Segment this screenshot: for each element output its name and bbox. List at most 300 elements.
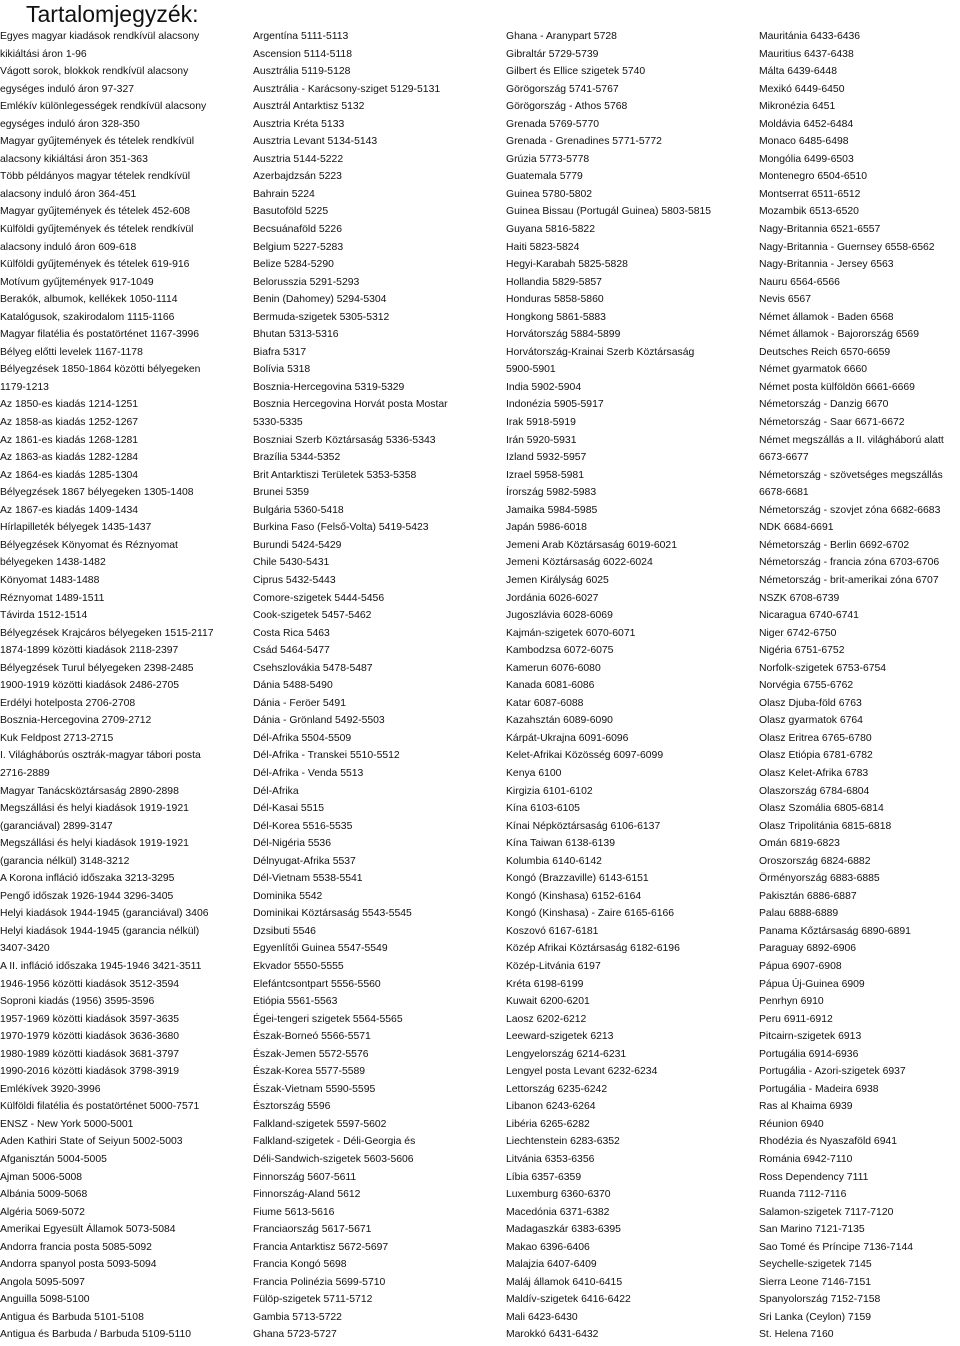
toc-entry: Leeward-szigetek 6213: [506, 1031, 614, 1043]
toc-entry: Franciaország 5617-5671: [253, 1224, 372, 1236]
toc-entry: A II. infláció időszaka 1945-1946 3421-3511: [0, 960, 202, 972]
toc-entry: Ghana 5723-5727: [253, 1329, 337, 1341]
toc-entry: Megszállási és helyi kiadások 1919-1921: [0, 838, 189, 850]
toc-entry: Németország - brit-amerikai zóna 6707: [759, 574, 939, 586]
toc-entry: Nevis 6567: [759, 294, 811, 306]
toc-entry: Líbia 6357-6359: [506, 1171, 582, 1183]
toc-entry: Peru 6911-6912: [759, 1013, 833, 1025]
toc-entry: Salamon-szigetek 7117-7120: [759, 1206, 894, 1218]
toc-entry: Anguilla 5098-5100: [0, 1294, 90, 1306]
toc-entry: Guatemala 5779: [506, 171, 583, 183]
toc-entry: Égei-tengeri szigetek 5564-5565: [253, 1013, 403, 1025]
toc-entry: Finnország-Aland 5612: [253, 1189, 361, 1201]
toc-entry: Belgium 5227-5283: [253, 241, 344, 253]
toc-entry: Bolívia 5318: [253, 364, 311, 376]
toc-entry: Angola 5095-5097: [0, 1276, 85, 1288]
toc-entry: Fiume 5613-5616: [253, 1206, 335, 1218]
toc-entry: Egyes magyar kiadások rendkívül alacsony: [0, 31, 200, 42]
toc-entry: Az 1850-es kiadás 1214-1251: [0, 399, 139, 411]
toc-entry: Gambia 5713-5722: [253, 1311, 342, 1323]
toc-entry: Falkland-szigetek 5597-5602: [253, 1118, 387, 1130]
toc-entry: Könyomat 1483-1488: [0, 574, 100, 586]
toc-entry: Olasz Eritrea 6765-6780: [759, 732, 872, 744]
toc-entry: Bélyegzések Krajcáros bélyegeken 1515-2117: [0, 627, 214, 639]
toc-entry: Málta 6439-6448: [759, 66, 837, 78]
toc-entry: Ausztrália 5119-5128: [253, 66, 351, 78]
toc-entry: Koszovó 6167-6181: [506, 925, 599, 937]
toc-entry: Bosznia Hercegovina Horvát posta Mostar: [253, 399, 448, 411]
toc-entry: Katalógusok, szakirodalom 1115-1166: [0, 311, 175, 323]
toc-entry: Seychelle-szigetek 7145: [759, 1259, 872, 1271]
toc-entry: Guinea 5780-5802: [506, 188, 593, 200]
toc-entry: Nagy-Britannia - Guernsey 6558-6562: [759, 241, 935, 253]
toc-entry: Ruanda 7112-7116: [759, 1189, 847, 1201]
toc-column-4: [759, 28, 960, 1344]
toc-entry: Helyi kiadások 1944-1945 (garancia nélkül): [0, 925, 200, 937]
toc-entry: Izland 5932-5957: [506, 452, 587, 464]
toc-entry: Azerbajdzsán 5223: [253, 171, 342, 183]
toc-entry: Rhodézia és Nyaszaföld 6941: [759, 1136, 898, 1148]
toc-entry: Irán 5920-5931: [506, 434, 577, 446]
toc-entry: Dánia - Grönland 5492-5503: [253, 715, 385, 727]
toc-entry: Bélyegzések 1850-1864 közötti bélyegeken: [0, 364, 201, 376]
toc-entry: Pengő időszak 1926-1944 3296-3405: [0, 890, 174, 902]
toc-entry: Észak-Korea 5577-5589: [253, 1066, 366, 1078]
toc-entry: Külföldi gyűjtemények és tételek 619-916: [0, 259, 190, 271]
toc-entry: Bulgária 5360-5418: [253, 504, 344, 516]
toc-entry: Jugoszlávia 6028-6069: [506, 610, 613, 622]
toc-entry: egységes induló áron 328-350: [0, 118, 140, 130]
toc-entry: Erdélyi hotelposta 2706-2708: [0, 697, 136, 709]
toc-entry: Antigua és Barbuda / Barbuda 5109-5110: [0, 1329, 192, 1341]
toc-entry: Kárpát-Ukrajna 6091-6096: [506, 732, 629, 744]
toc-entry: Japán 5986-6018: [506, 522, 587, 534]
toc-entry: Dél-Nigéria 5536: [253, 838, 331, 850]
toc-entry: Olasz Kelet-Afrika 6783: [759, 767, 869, 779]
toc-entry: 6678-6681: [759, 487, 809, 499]
toc-entry: Ausztrália - Karácsony-sziget 5129-5131: [253, 83, 441, 95]
toc-entry: Helyi kiadások 1944-1945 (garanciával) 3406: [0, 908, 209, 920]
toc-entry: Montserrat 6511-6512: [759, 188, 861, 200]
toc-entry: Basutoföld 5225: [253, 206, 329, 218]
toc-entry: Libéria 6265-6282: [506, 1118, 590, 1130]
toc-entry: Kolumbia 6140-6142: [506, 855, 602, 867]
toc-entry: Ghana - Aranypart 5728: [506, 31, 617, 42]
toc-entry: Liechtenstein 6283-6352: [506, 1136, 620, 1148]
toc-entry: Haiti 5823-5824: [506, 241, 580, 253]
toc-entry: Finnország 5607-5611: [253, 1171, 357, 1183]
toc-column-2: [253, 28, 505, 1344]
toc-entry: Bélyegzések 1867 bélyegeken 1305-1408: [0, 487, 194, 499]
toc-entry: Olaszország 6784-6804: [759, 785, 870, 797]
toc-entry: Lengyelország 6214-6231: [506, 1048, 627, 1060]
toc-entry: Norfolk-szigetek 6753-6754: [759, 662, 887, 674]
toc-entry: Luxemburg 6360-6370: [506, 1189, 611, 1201]
toc-entry: Kongó (Kinshasa) - Zaire 6165-6166: [506, 908, 675, 920]
toc-entry: Dél-Afrika: [253, 785, 299, 797]
toc-entry: Francia Polinézia 5699-5710: [253, 1276, 386, 1288]
toc-entry: Német államok - Baden 6568: [759, 311, 894, 323]
toc-entry: Falkland-szigetek - Déli-Georgia és: [253, 1136, 416, 1148]
toc-entry: Görögország 5741-5767: [506, 83, 619, 95]
toc-entry: Mauritánia 6433-6436: [759, 31, 861, 42]
toc-entry: Írország 5982-5983: [506, 487, 597, 499]
toc-entry: Ausztria Levant 5134-5143: [253, 136, 378, 148]
toc-entry: Dánia 5488-5490: [253, 680, 333, 692]
toc-entry: 2716-2889: [0, 767, 50, 779]
toc-entry: Réunion 6940: [759, 1118, 824, 1130]
toc-entry: Vágott sorok, blokkok rendkívül alacsony: [0, 66, 189, 78]
toc-entry: Albánia 5009-5068: [0, 1189, 88, 1201]
toc-entry: Lengyel posta Levant 6232-6234: [506, 1066, 658, 1078]
toc-entry: Délnyugat-Afrika 5537: [253, 855, 356, 867]
toc-entry: Magyar filatélia és postatörténet 1167-3996: [0, 329, 200, 341]
toc-entry: Dzsibuti 5546: [253, 925, 316, 937]
toc-entry: Mali 6423-6430: [506, 1311, 578, 1323]
toc-entry: Kína 6103-6105: [506, 803, 580, 815]
toc-entry: Emlékív különlegességek rendkívül alacsony: [0, 101, 207, 113]
toc-entry: Észak-Vietnam 5590-5595: [253, 1083, 376, 1095]
toc-entry: Németország - francia zóna 6703-6706: [759, 557, 940, 569]
toc-entry: Olasz Szomália 6805-6814: [759, 803, 884, 815]
toc-entry: Panama Kőztársaság 6890-6891: [759, 925, 911, 937]
toc-entry: alacsony kikiáltási áron 351-363: [0, 153, 148, 165]
toc-entry: kikiáltási áron 1-96: [0, 48, 87, 60]
toc-entry: Németország - Saar 6671-6672: [759, 417, 905, 429]
toc-entry: Hírlapilleték bélyegek 1435-1437: [0, 522, 152, 534]
toc-entry: Makao 6396-6406: [506, 1241, 590, 1253]
toc-entry: Bélyegzések Könyomat és Réznyomat: [0, 539, 178, 551]
toc-entry: 6673-6677: [759, 452, 809, 464]
toc-entry: alacsony induló áron 609-618: [0, 241, 137, 253]
toc-entry: Kajmán-szigetek 6070-6071: [506, 627, 636, 639]
toc-entry: Francia Kongó 5698: [253, 1259, 347, 1271]
toc-entry: Izrael 5958-5981: [506, 469, 584, 481]
toc-entry: Kongó (Brazzaville) 6143-6151: [506, 873, 649, 885]
toc-entry: Mongólia 6499-6503: [759, 153, 854, 165]
toc-entry: Sri Lanka (Ceylon) 7159: [759, 1311, 872, 1323]
toc-entry: Nicaragua 6740-6741: [759, 610, 859, 622]
toc-entry: Ross Dependency 7111: [759, 1171, 869, 1183]
toc-entry: Az 1867-es kiadás 1409-1434: [0, 504, 139, 516]
toc-entry: Észak-Jemen 5572-5576: [253, 1048, 369, 1060]
toc-entry: Pápua Új-Guinea 6909: [759, 978, 865, 990]
toc-entry: Deutsches Reich 6570-6659: [759, 346, 891, 358]
toc-entry: Brazília 5344-5352: [253, 452, 341, 464]
toc-entry: Németország - Danzig 6670: [759, 399, 889, 411]
toc-entry: Grenada 5769-5770: [506, 118, 600, 130]
toc-entry: alacsony induló áron 364-451: [0, 188, 137, 200]
toc-entry: Kenya 6100: [506, 767, 562, 779]
toc-entry: NDK 6684-6691: [759, 522, 834, 534]
toc-entry: Boszniai Szerb Köztársaság 5336-5343: [253, 434, 436, 446]
toc-entry: Bélyegzések Turul bélyegeken 2398-2485: [0, 662, 194, 674]
toc-entry: Olasz gyarmatok 6764: [759, 715, 863, 727]
toc-entry: Spanyolország 7152-7158: [759, 1294, 881, 1306]
toc-entry: Sao Tomé és Príncipe 7136-7144: [759, 1241, 914, 1253]
toc-entry: Pitcairn-szigetek 6913: [759, 1031, 862, 1043]
toc-entry: Sierra Leone 7146-7151: [759, 1276, 872, 1288]
toc-entry: Nagy-Britannia 6521-6557: [759, 224, 881, 236]
toc-entry: Dominikai Köztársaság 5543-5545: [253, 908, 412, 920]
toc-entry: Belize 5284-5290: [253, 259, 334, 271]
toc-entry: Német posta külföldön 6661-6669: [759, 381, 915, 393]
toc-entry: Gilbert és Ellice szigetek 5740: [506, 66, 646, 78]
toc-entry: NSZK 6708-6739: [759, 592, 840, 604]
toc-entry: Hongkong 5861-5883: [506, 311, 606, 323]
toc-entry: Észtország 5596: [253, 1101, 331, 1113]
toc-entry: San Marino 7121-7135: [759, 1224, 865, 1236]
toc-entry: Ausztria Kréta 5133: [253, 118, 345, 130]
toc-entry: Egyenlítői Guinea 5547-5549: [253, 943, 388, 955]
toc-entry: Paraguay 6892-6906: [759, 943, 857, 955]
toc-entry: Közép-Litvánia 6197: [506, 960, 601, 972]
toc-entry: Kazahsztán 6089-6090: [506, 715, 613, 727]
toc-entry: Külföldi filatélia és postatörténet 5000-7571: [0, 1101, 200, 1113]
toc-entry: Dél-Kasai 5515: [253, 803, 325, 815]
toc-entry: Marokkó 6431-6432: [506, 1329, 599, 1341]
toc-entry: Magyar Tanácsköztársaság 2890-2898: [0, 785, 179, 797]
toc-entry: Olasz Tripolitánia 6815-6818: [759, 820, 892, 832]
toc-entry: Grenada - Grenadines 5771-5772: [506, 136, 662, 148]
toc-entry: Hegyi-Karabah 5825-5828: [506, 259, 628, 271]
toc-entry: Emlékívek 3920-3996: [0, 1083, 101, 1095]
toc-entry: Kuwait 6200-6201: [506, 996, 590, 1008]
toc-entry: Észak-Borneó 5566-5571: [253, 1031, 371, 1043]
toc-entry: Dominika 5542: [253, 890, 323, 902]
toc-entry: Chile 5430-5431: [253, 557, 330, 569]
toc-entry: bélyegeken 1438-1482: [0, 557, 106, 569]
toc-entry: Lettország 6235-6242: [506, 1083, 608, 1095]
toc-entry: Az 1863-as kiadás 1282-1284: [0, 452, 139, 464]
toc-entry: Motívum gyűjtemények 917-1049: [0, 276, 154, 288]
toc-entry: Burundi 5424-5429: [253, 539, 342, 551]
toc-entry: Déli-Sandwich-szigetek 5603-5606: [253, 1154, 414, 1165]
toc-entry: Palau 6888-6889: [759, 908, 839, 920]
toc-entry: St. Helena 7160: [759, 1329, 834, 1341]
toc-entry: Brit Antarktiszi Területek 5353-5358: [253, 469, 417, 481]
toc-entry: Ausztrál Antarktisz 5132: [253, 101, 365, 113]
toc-entry: Kamerun 6076-6080: [506, 662, 601, 674]
toc-entry: Kelet-Afrikai Közösség 6097-6099: [506, 750, 664, 762]
toc-entry: Bhutan 5313-5316: [253, 329, 339, 341]
toc-entry: Bermuda-szigetek 5305-5312: [253, 311, 390, 323]
toc-entry: 1874-1899 közötti kiadások 2118-2397: [0, 645, 179, 657]
toc-entry: Benin (Dahomey) 5294-5304: [253, 294, 387, 306]
toc-entry: Külföldi gyűjtemények és tételek rendkívül: [0, 224, 194, 236]
toc-entry: Mauritius 6437-6438: [759, 48, 854, 60]
toc-entry: Dél-Afrika - Venda 5513: [253, 767, 364, 779]
toc-entry: Litvánia 6353-6356: [506, 1154, 595, 1165]
toc-entry: Moldávia 6452-6484: [759, 118, 854, 130]
toc-entry: Német államok - Bajorország 6569: [759, 329, 919, 341]
toc-entry: Örményország 6883-6885: [759, 873, 880, 885]
toc-entry: Ausztria 5144-5222: [253, 153, 344, 165]
toc-entry: Penrhyn 6910: [759, 996, 824, 1008]
toc-entry: (garancia nélkül) 3148-3212: [0, 855, 130, 867]
toc-entry: Csád 5464-5477: [253, 645, 330, 657]
toc-entry: Horvátország-Krainai Szerb Köztársaság: [506, 346, 695, 358]
toc-entry: Costa Rica 5463: [253, 627, 330, 639]
toc-entry: Ras al Khaima 6939: [759, 1101, 853, 1113]
toc-entry: Kréta 6198-6199: [506, 978, 584, 990]
toc-entry: Madagaszkár 6383-6395: [506, 1224, 621, 1236]
toc-entry: Laosz 6202-6212: [506, 1013, 587, 1025]
toc-entry: Kuk Feldpost 2713-2715: [0, 732, 114, 744]
toc-entry: Jemeni Köztársaság 6022-6024: [506, 557, 653, 569]
page-title: Tartalomjegyzék:: [26, 1, 199, 27]
toc-entry: Guyana 5816-5822: [506, 224, 595, 236]
toc-entry: Németország - szovjet zóna 6682-6683: [759, 504, 941, 516]
toc-entry: Antigua és Barbuda 5101-5108: [0, 1311, 144, 1323]
toc-entry: I. Világháborús osztrák-magyar tábori posta: [0, 750, 201, 762]
toc-entry: Cook-szigetek 5457-5462: [253, 610, 372, 622]
toc-entry: 1970-1979 közötti kiadások 3636-3680: [0, 1031, 180, 1043]
toc-entry: Kirgizia 6101-6102: [506, 785, 593, 797]
toc-entry: Jamaika 5984-5985: [506, 504, 598, 516]
toc-entry: Kínai Népköztársaság 6106-6137: [506, 820, 661, 832]
toc-entry: Oroszország 6824-6882: [759, 855, 871, 867]
toc-entry: Magyar gyűjtemények és tételek rendkívül: [0, 136, 195, 148]
toc-entry: Bélyeg előtti levelek 1167-1178: [0, 346, 143, 358]
toc-entry: Dél-Korea 5516-5535: [253, 820, 353, 832]
toc-entry: Francia Antarktisz 5672-5697: [253, 1241, 389, 1253]
toc-entry: Afganisztán 5004-5005: [0, 1154, 107, 1165]
toc-entry: Malajzia 6407-6409: [506, 1259, 597, 1271]
toc-entry: Irak 5918-5919: [506, 417, 576, 429]
toc-entry: Maldív-szigetek 6416-6422: [506, 1294, 631, 1306]
toc-entry: Nigéria 6751-6752: [759, 645, 845, 657]
toc-entry: Etiópia 5561-5563: [253, 996, 338, 1008]
toc-entry: Jemen Királyság 6025: [506, 574, 609, 586]
toc-entry: Hollandia 5829-5857: [506, 276, 602, 288]
toc-entry: Portugália - Azori-szigetek 6937: [759, 1066, 906, 1078]
toc-entry: Ciprus 5432-5443: [253, 574, 336, 586]
toc-entry: Kína Taiwan 6138-6139: [506, 838, 615, 850]
toc-entry: Norvégia 6755-6762: [759, 680, 854, 692]
toc-entry: Pápua 6907-6908: [759, 960, 842, 972]
toc-entry: Magyar gyűjtemények és tételek 452-608: [0, 206, 191, 218]
toc-entry: Az 1861-es kiadás 1268-1281: [0, 434, 139, 446]
toc-entry: Horvátország 5884-5899: [506, 329, 621, 341]
toc-entry: Comore-szigetek 5444-5456: [253, 592, 385, 604]
toc-entry: 1957-1969 közötti kiadások 3597-3635: [0, 1013, 180, 1025]
toc-entry: Német gyarmatok 6660: [759, 364, 868, 376]
toc-entry: Grúzia 5773-5778: [506, 153, 590, 165]
toc-entry: Guinea Bissau (Portugál Guinea) 5803-5815: [506, 206, 712, 218]
toc-entry: Montenegro 6504-6510: [759, 171, 868, 183]
toc-entry: Több példányos magyar tételek rendkívül: [0, 171, 191, 183]
toc-entry: Németország - szövetséges megszállás: [759, 469, 943, 481]
toc-entry: Katar 6087-6088: [506, 697, 584, 709]
toc-entry: (garanciával) 2899-3147: [0, 820, 113, 832]
toc-entry: Német megszállás a II. világháború alatt: [759, 434, 944, 446]
toc-entry: Libanon 6243-6264: [506, 1101, 596, 1113]
toc-entry: Ascension 5114-5118: [253, 48, 352, 60]
toc-entry: Mikronézia 6451: [759, 101, 836, 113]
toc-entry: Jemeni Arab Köztársaság 6019-6021: [506, 539, 677, 551]
toc-entry: Nagy-Britannia - Jersey 6563: [759, 259, 894, 271]
toc-column-3: [506, 28, 758, 1344]
toc-entry: Honduras 5858-5860: [506, 294, 604, 306]
toc-entry: Ajman 5006-5008: [0, 1171, 83, 1183]
toc-entry: A Korona infláció időszaka 3213-3295: [0, 873, 175, 885]
toc-entry: Belorusszia 5291-5293: [253, 276, 360, 288]
toc-entry: 1946-1956 közötti kiadások 3512-3594: [0, 978, 180, 990]
toc-entry: Dél-Afrika - Transkei 5510-5512: [253, 750, 400, 762]
toc-entry: Maláj államok 6410-6415: [506, 1276, 623, 1288]
toc-entry: Burkina Faso (Felső-Volta) 5419-5423: [253, 522, 429, 534]
toc-entry: Pakisztán 6886-6887: [759, 890, 857, 902]
toc-entry: Andorra francia posta 5085-5092: [0, 1241, 152, 1253]
toc-entry: Kanada 6081-6086: [506, 680, 595, 692]
toc-entry: Görögország - Athos 5768: [506, 101, 628, 113]
toc-entry: Andorra spanyol posta 5093-5094: [0, 1259, 157, 1271]
toc-entry: Kambodzsa 6072-6075: [506, 645, 614, 657]
toc-entry: Berakók, albumok, kellékek 1050-1114: [0, 294, 178, 306]
toc-entry: Mozambik 6513-6520: [759, 206, 859, 218]
toc-entry: 1990-2016 közötti kiadások 3798-3919: [0, 1066, 180, 1078]
toc-entry: 3407-3420: [0, 943, 50, 955]
toc-entry: Az 1858-as kiadás 1252-1267: [0, 417, 139, 429]
toc-entry: Portugália - Madeira 6938: [759, 1083, 879, 1095]
toc-entry: Közép Afrikai Köztársaság 6182-6196: [506, 943, 680, 955]
toc-entry: Románia 6942-7110: [759, 1154, 853, 1165]
toc-entry: Monaco 6485-6498: [759, 136, 849, 148]
toc-entry: Olasz Djuba-föld 6763: [759, 697, 862, 709]
toc-entry: Brunei 5359: [253, 487, 310, 499]
toc-entry: Megszállási és helyi kiadások 1919-1921: [0, 803, 189, 815]
toc-entry: Aden Kathiri State of Seiyun 5002-5003: [0, 1136, 183, 1148]
toc-entry: Becsuánaföld 5226: [253, 224, 342, 236]
toc-entry: Fülöp-szigetek 5711-5712: [253, 1294, 373, 1306]
toc-entry: Távirda 1512-1514: [0, 610, 88, 622]
toc-entry: Réznyomat 1489-1511: [0, 592, 105, 604]
toc-entry: Gibraltár 5729-5739: [506, 48, 599, 60]
toc-entry: ENSZ - New York 5000-5001: [0, 1118, 134, 1130]
toc-entry: Olasz Etiópia 6781-6782: [759, 750, 873, 762]
toc-entry: Indonézia 5905-5917: [506, 399, 604, 411]
toc-entry: Amerikai Egyesült Államok 5073-5084: [0, 1224, 176, 1236]
toc-entry: 5900-5901: [506, 364, 556, 376]
toc-entry: Csehszlovákia 5478-5487: [253, 662, 373, 674]
toc-entry: Nauru 6564-6566: [759, 276, 840, 288]
toc-entry: Algéria 5069-5072: [0, 1206, 85, 1218]
toc-entry: Dánia - Feröer 5491: [253, 697, 346, 709]
toc-entry: 5330-5335: [253, 417, 303, 429]
toc-entry: Bosznia-Hercegovina 2709-2712: [0, 715, 152, 727]
toc-entry: Portugália 6914-6936: [759, 1048, 859, 1060]
toc-entry: Németország - Berlin 6692-6702: [759, 539, 910, 551]
toc-entry: Dél-Vietnam 5538-5541: [253, 873, 363, 885]
toc-entry: egységes induló áron 97-327: [0, 83, 135, 95]
toc-entry: Mexikó 6449-6450: [759, 83, 845, 95]
toc-entry: Omán 6819-6823: [759, 838, 840, 850]
toc-entry: India 5902-5904: [506, 381, 582, 393]
toc-entry: Az 1864-es kiadás 1285-1304: [0, 469, 139, 481]
toc-entry: Argentína 5111-5113: [253, 31, 349, 42]
toc-entry: 1179-1213: [0, 381, 49, 393]
toc-entry: Jordánia 6026-6027: [506, 592, 599, 604]
toc-entry: Macedónia 6371-6382: [506, 1206, 610, 1218]
toc-entry: Biafra 5317: [253, 346, 307, 358]
toc-entry: 1980-1989 közötti kiadások 3681-3797: [0, 1048, 180, 1060]
toc-entry: Elefántcsontpart 5556-5560: [253, 978, 381, 990]
toc-entry: Ekvador 5550-5555: [253, 960, 344, 972]
toc-entry: Bahrain 5224: [253, 188, 315, 200]
toc-entry: Bosznia-Hercegovina 5319-5329: [253, 381, 405, 393]
toc-entry: Soproni kiadás (1956) 3595-3596: [0, 996, 155, 1008]
